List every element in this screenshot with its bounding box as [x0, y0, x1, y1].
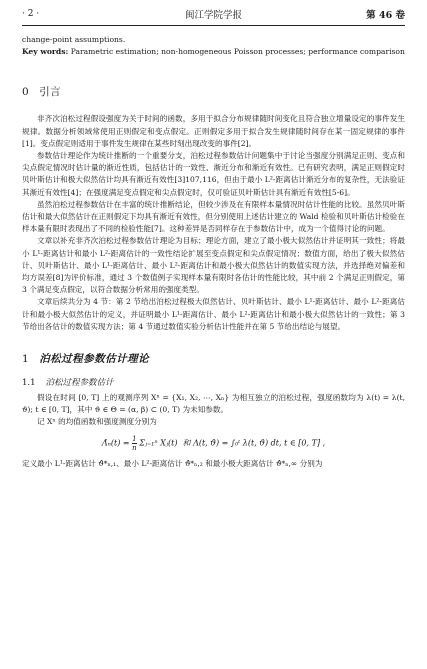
subsection-heading-1-1	[22, 376, 405, 388]
section-heading-1	[22, 351, 405, 366]
abstract-tail: change-point assumptions.	[22, 35, 126, 44]
page-body	[22, 34, 405, 470]
section-title: 泊松过程参数估计理论	[39, 353, 150, 366]
sub11-paragraph-1: 假设在时间 [0, T] 上的观测序列 Xⁿ = {X₁, X₂, ⋯, Xₙ} 为相互独立的泊松过程，强度函数均为 λ(t) = λ(t, ϑ); t ∈ [0, T]，其中 ϑ ∈ Θ = (α, β) ⊂ (0, T) 为未知参数。	[22, 393, 405, 415]
equation-rhs: 和 Λ(t, ϑ) = ∫₀ᵗ λ(t, ϑ) dt, t ∈ [0, T] ,	[182, 438, 326, 448]
intro-paragraph-4: 文章以补充非齐次泊松过程参数估计理论为目标；理论方面，建立了最小极大似然估计并证明其一致性；将最小 L¹-距离估计和最小 L²-距离估计的一致性结论扩展至变点假定和尖点假定情况；数值方面，给出了极大似然估计、贝叶斯估计、最小 L¹-距离估计、最小 L²-距离估计和最小极大似然估计的数值实现方法，并选择绝对偏差和均方误差[8]为评价标准，通过 3 个数值例子实现样本量有限时各估计的性能比较，其中前 2 个满足正则假定，第 3 个满足变点假定，以符合数据分析常用的强度类型。	[22, 236, 405, 295]
intro-paragraph-1: 非齐次泊松过程假设强度为关于时间的函数，多用于拟合分布规律随时间变化且符合独立增量设定的事件发生规律。数据分析领域常使用正则假定和变点假定。正则假定多用于拟合发生规律随时间存在某一固定规律的事件[1]。变点假定则适用于事件发生规律在某些时刻出现改变的事件[2]。	[22, 114, 405, 148]
keywords-text: Parametric estimation; non-homogeneous Poisson processes; performance comparison	[68, 47, 405, 57]
intro-paragraph-2: 参数估计理论作为统计推断的一个重要分支，泊松过程参数估计问题集中于讨论当强度分别满足正则、变点和尖点假定情况时估计量的渐近性质，包括估计的一致性、渐近分布和渐近有效性。已有研究表明，满足正则假定时贝叶斯估计和极大似然估计均具有渐近有效性[3]107,116，但由于最小 L²-距离估计渐近分布的复杂性，无法验证其渐近有效性[4]；在强度满足变点假定和尖点假定时，仅可验证贝叶斯估计具有渐近有效性[5-6]。	[22, 151, 405, 197]
sub11-paragraph-2: 记 Xⁿ 的均值函数和强度测度分别为	[37, 417, 157, 427]
section-heading-intro	[22, 84, 405, 99]
equation-fraction	[132, 435, 137, 452]
section-number: 0	[22, 86, 30, 99]
subsection-title: 泊松过程参数估计	[45, 378, 114, 389]
subsection-number: 1.1	[22, 378, 36, 389]
fraction-denominator: n	[132, 443, 137, 452]
intro-paragraph-3: 虽然泊松过程参数估计在丰富的统计推断结论，但较少涉及在有限样本量情况时估计性能的比较。虽然贝叶斯估计和最大似然估计在正则假定下均具有渐近有效性，但分别使用上述估计建立的 Wald 检验和贝叶斯估计检验在样本量有限时表现出了不同的检验性能[7]。这种差异是否同样存在于参数估计中，成为一个值得讨论的问题。	[22, 199, 405, 234]
section-number: 1	[22, 353, 30, 366]
keywords-line	[22, 46, 405, 58]
section-title: 引言	[39, 86, 62, 99]
fraction-numerator: 1	[132, 434, 137, 443]
running-header	[22, 6, 405, 26]
equation-lhs: Λ̂ₙ(t) =	[101, 438, 130, 448]
equation-mean-intensity	[22, 435, 405, 452]
volume-label: 第 46 卷	[366, 10, 405, 21]
equation-sum: Σⱼ₌₁ⁿ Xⱼ(t)	[139, 438, 178, 448]
intro-paragraph-5: 文章后续共分为 4 节：第 2 节给出泊松过程极大似然估计、贝叶斯估计、最小 L¹-距离估计、最小 L²-距离估计和最小极大似然估计的定义，并证明最小 L¹-距离估计、最小 L²-距离估计和最小极大似然估计的一致性；第 3 节给出各估计的数值实现方法；第 4 节通过数值实验分析估计性能并在第 5 节给出结论与展望。	[22, 297, 405, 331]
page-number: · 2 ·	[22, 9, 40, 19]
definition-line: 定义最小 L¹-距离估计 ϑ̂*ₙ,₁、最小 L²-距离估计 ϑ̂*ₙ,₂ 和最小极大距离估计 ϑ̂*ₙ,∞ 分别为	[22, 458, 323, 468]
journal-name: 闽江学院学报	[184, 10, 242, 21]
keywords-label: Key words:	[22, 47, 69, 57]
